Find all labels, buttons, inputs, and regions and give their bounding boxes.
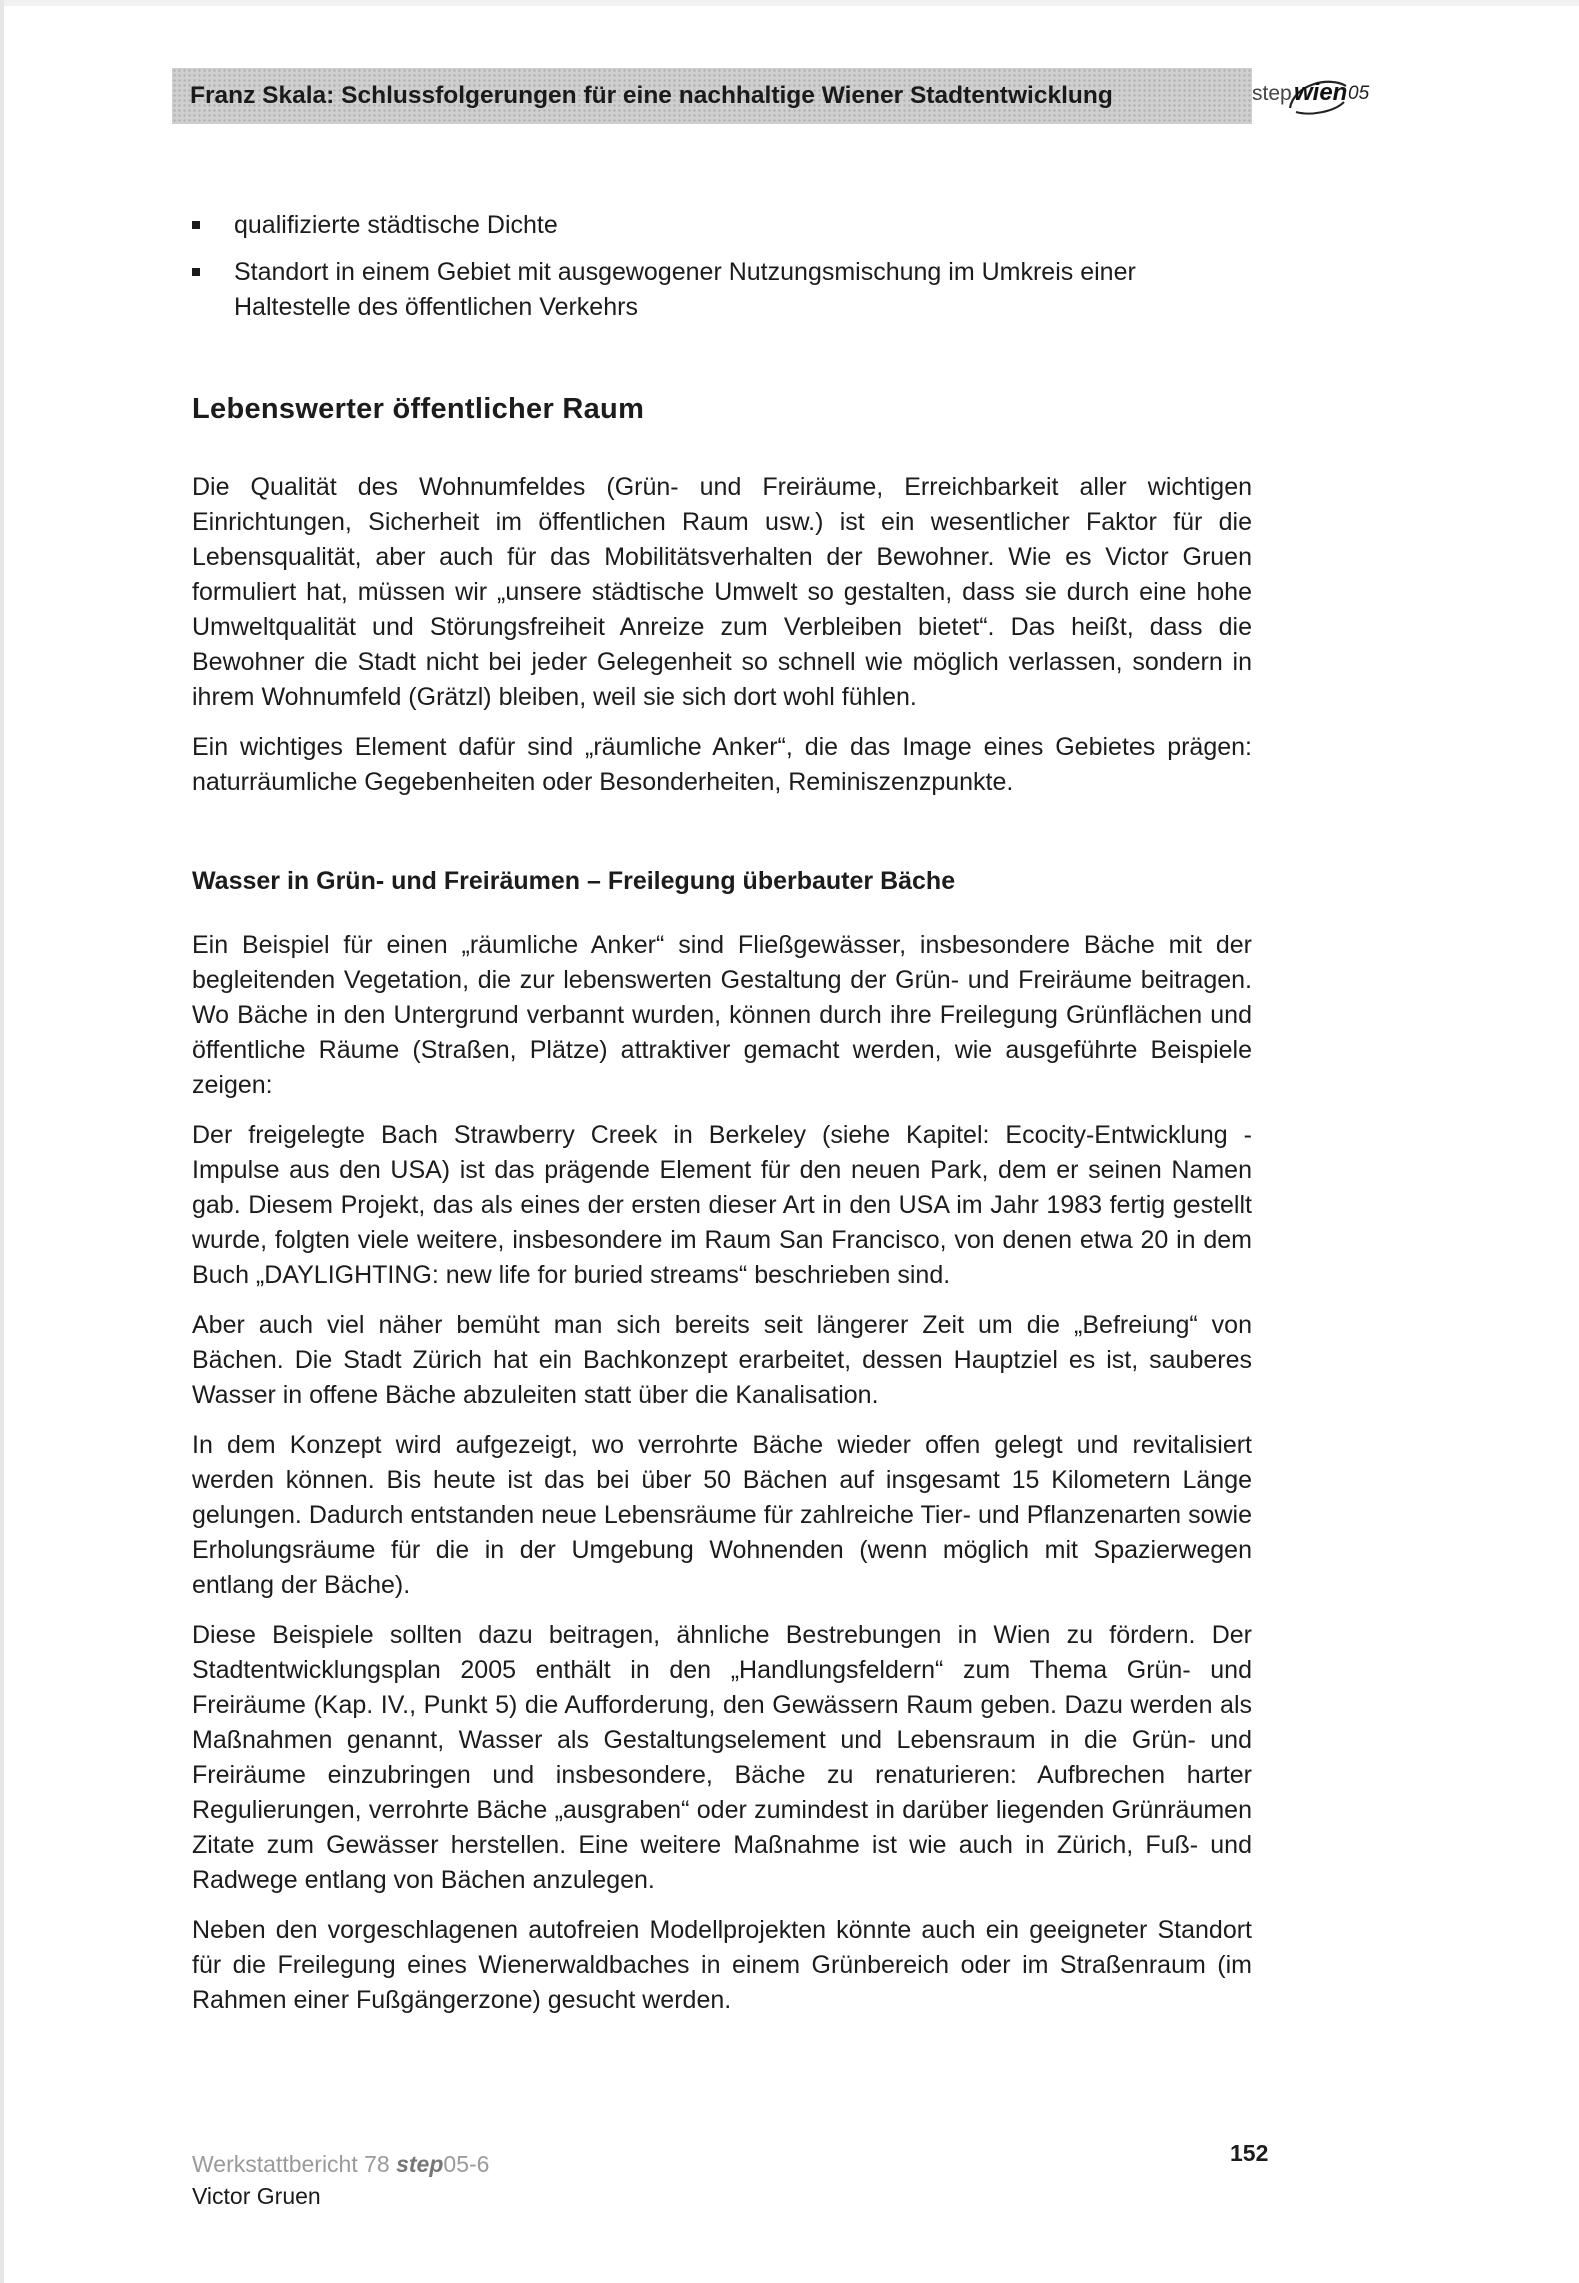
- paragraph: In dem Konzept wird aufgezeigt, wo verrohrte Bäche wieder offen gelegt und revitalisiert werden können. Bis heute ist das bei über 50 Bächen auf insgesamt 15 Kilometern Länge gelungen. Dadurch entstanden neue Lebensräume für zahlreiche Tier- und Pflanzenarten sowie Erholungsräume für die in der Umgebung Wohnenden (wenn möglich mit Spazierwegen entlang der Bäche).: [192, 1431, 1252, 1599]
- paragraph: Aber auch viel näher bemüht man sich bereits seit längerer Zeit um die „Befreiung“ von Bächen. Die Stadt Zürich hat ein Bachkonzept erarbeitet, dessen Hauptziel es ist, sauberes Wasser in offene Bäche abzuleiten statt über die Kanalisation.: [192, 1311, 1252, 1409]
- step-wien-logo: [1252, 76, 1372, 116]
- section-heading: Lebenswerter öffentlicher Raum: [192, 393, 645, 425]
- footer-author: Victor Gruen: [192, 2183, 321, 2209]
- logo-wien-text: wien: [1294, 79, 1348, 106]
- paragraph: Diese Beispiele sollten dazu beitragen, ähnliche Bestrebungen in Wien zu fördern. Der Stadtentwicklungsplan 2005 enthält in den „Handlungsfeldern“ zum Thema Grün- und Freiräume (Kap. IV., Punkt 5) die Aufforderung, den Gewässern Raum geben. Dazu werden als Maßnahmen genannt, Wasser als Gestaltungselement und Lebensraum in die Grün- und Freiräume einzubringen und insbesondere, Bäche zu renaturieren: Aufbrechen harter Regulierungen, verrohrte Bäche „ausgraben“ oder zumindest in darüber liegenden Grünräumen Zitate zum Gewässer herstellen. Eine weitere Maßnahme ist wie auch in Zürich, Fuß- und Radwege entlang von Bächen anzulegen.: [192, 1621, 1252, 1894]
- logo-step-text: step: [1252, 82, 1292, 105]
- square-bullet-icon: [192, 221, 200, 229]
- paragraph: Neben den vorgeschlagenen autofreien Modellprojekten könnte auch ein geeigneter Standort für die Freilegung eines Wienerwaldbaches in einem Grünbereich oder im Straßenraum (im Rahmen einer Fußgängerzone) gesucht werden.: [192, 1916, 1252, 2014]
- footer-series: [192, 2148, 489, 2180]
- bullet-text: Standort in einem Gebiet mit ausgewogener Nutzungsmischung im Umkreis einer Haltestelle des öffentlichen Verkehrs: [234, 258, 1136, 321]
- page-left-edge: [0, 0, 4, 2283]
- paragraph: Ein Beispiel für einen „räumliche Anker“ sind Fließgewässer, insbesondere Bäche mit der begleitenden Vegetation, die zur lebenswerten Gestaltung der Grün- und Freiräume beitragen. Wo Bäche in den Untergrund verbannt wurden, können durch ihre Freilegung Grünflächen und öffentliche Räume (Straßen, Plätze) attraktiver gemacht werden, wie ausgeführte Beispiele zeigen:: [192, 931, 1252, 1099]
- footer-step-text: step: [396, 2151, 444, 2177]
- bullet-list: [192, 208, 1252, 325]
- paragraph: Der freigelegte Bach Strawberry Creek in Berkeley (siehe Kapitel: Ecocity-Entwicklung - Impulse aus den USA) ist das prägende Element für den neuen Park, dem er seinen Namen gab. Diesem Projekt, das als eines der ersten dieser Art in den USA im Jahr 1983 fertig gestellt wurde, folgten viele weitere, insbesondere im Raum San Francisco, von denen etwa 20 in dem Buch „DAYLIGHTING: new life for buried streams“ beschrieben sind.: [192, 1121, 1252, 1289]
- page-number: 152: [1230, 2140, 1269, 2166]
- square-bullet-icon: [192, 268, 200, 276]
- page-top-edge: [0, 0, 1579, 6]
- footer-step-number: 05-6: [443, 2151, 490, 2177]
- bullet-item: [192, 208, 1252, 243]
- bullet-item: [192, 255, 1252, 325]
- footer: [192, 2148, 489, 2212]
- bullet-text: qualifizierte städtische Dichte: [234, 211, 558, 239]
- subsection-heading: Wasser in Grün- und Freiräumen – Freilegung überbauter Bäche: [192, 867, 956, 895]
- page-content: [192, 208, 1252, 2033]
- logo-year-text: 05: [1348, 83, 1370, 104]
- paragraph: Ein wichtiges Element dafür sind „räumliche Anker“, die das Image eines Gebietes prägen: naturräumliche Gegebenheiten oder Besonderheiten, Reminiszenzpunkte.: [192, 733, 1252, 796]
- header-title: Franz Skala: Schlussfolgerungen für eine nachhaltige Wiener Stadtentwicklung: [190, 82, 1113, 109]
- paragraph: Die Qualität des Wohnumfeldes (Grün- und Freiräume, Erreichbarkeit aller wichtigen Einrichtungen, Sicherheit im öffentlichen Raum usw.) ist ein wesentlicher Faktor für die Lebensqualität, aber auch für das Mobilitätsverhalten der Bewohner. Wie es Victor Gruen formuliert hat, müssen wir „unsere städtische Umwelt so gestalten, dass sie durch eine hohe Umweltqualität und Störungsfreiheit Anreize zum Verbleiben bietet“. Das heißt, dass die Bewohner die Stadt nicht bei jeder Gelegenheit so schnell wie möglich verlassen, sondern in ihrem Wohnumfeld (Grätzl) bleiben, weil sie sich dort wohl fühlen.: [192, 473, 1252, 711]
- footer-series-text: Werkstattbericht 78: [192, 2151, 397, 2177]
